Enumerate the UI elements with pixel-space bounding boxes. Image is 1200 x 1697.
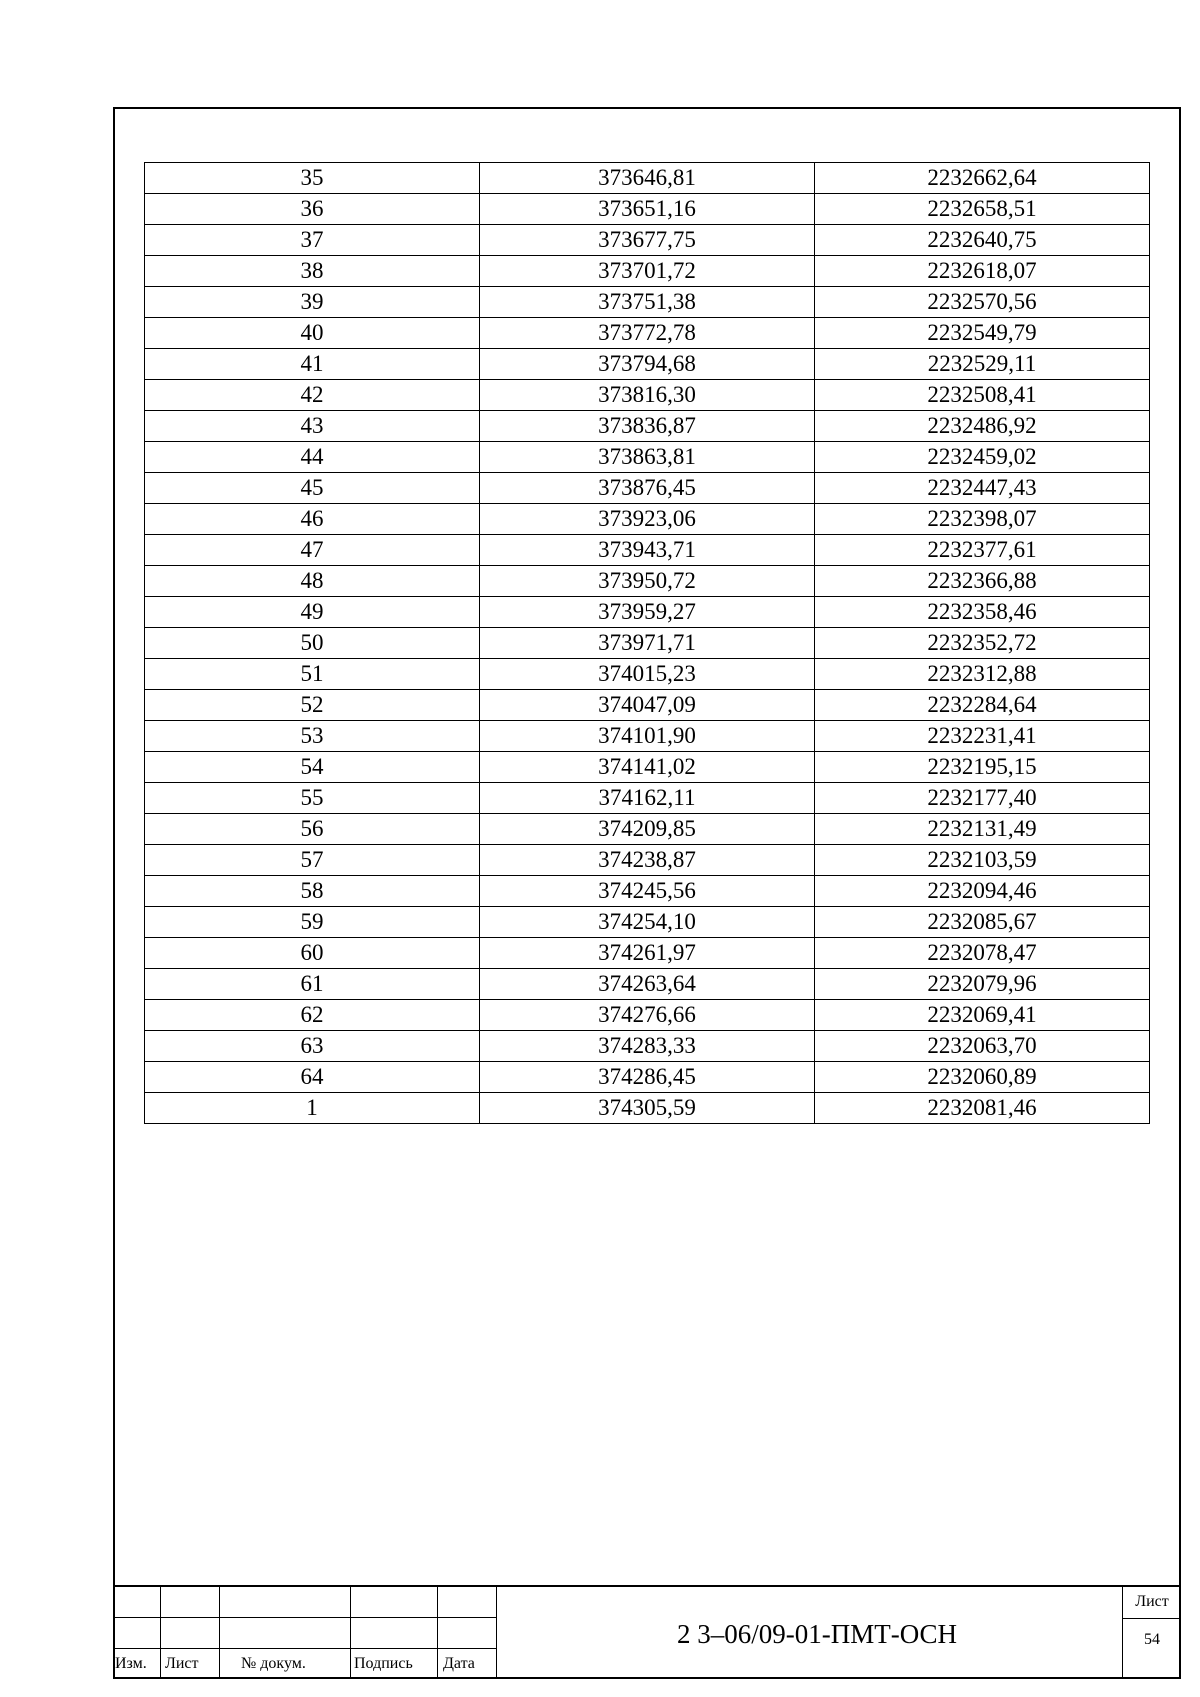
- stamp-label-sign: Подпись: [354, 1655, 413, 1672]
- table-row: [145, 535, 1150, 566]
- x-coordinate-cell: 373971,71: [480, 628, 815, 659]
- point-number-cell: 60: [145, 938, 480, 969]
- table-row: [145, 380, 1150, 411]
- y-coordinate-cell: 2232131,49: [815, 814, 1150, 845]
- point-number-cell: 56: [145, 814, 480, 845]
- y-coordinate-cell: 2232640,75: [815, 225, 1150, 256]
- x-coordinate-cell: 374305,59: [480, 1093, 815, 1124]
- point-number-cell: 35: [145, 163, 480, 194]
- y-coordinate-cell: 2232195,15: [815, 752, 1150, 783]
- y-coordinate-cell: 2232618,07: [815, 256, 1150, 287]
- table-row: [145, 256, 1150, 287]
- x-coordinate-cell: 374162,11: [480, 783, 815, 814]
- y-coordinate-cell: 2232312,88: [815, 659, 1150, 690]
- stamp-row-line: [113, 1617, 497, 1618]
- x-coordinate-cell: 373701,72: [480, 256, 815, 287]
- point-number-cell: 40: [145, 318, 480, 349]
- x-coordinate-cell: 373836,87: [480, 411, 815, 442]
- point-number-cell: 41: [145, 349, 480, 380]
- table-row: [145, 1000, 1150, 1031]
- y-coordinate-cell: 2232486,92: [815, 411, 1150, 442]
- table-row: [145, 690, 1150, 721]
- document-number: 2 3–06/09-01-ПМТ-ОСН: [676, 1619, 958, 1649]
- point-number-cell: 37: [145, 225, 480, 256]
- y-coordinate-cell: 2232658,51: [815, 194, 1150, 225]
- table-row: [145, 163, 1150, 194]
- table-row: [145, 845, 1150, 876]
- table-row: [145, 1031, 1150, 1062]
- x-coordinate-cell: 373751,38: [480, 287, 815, 318]
- point-number-cell: 61: [145, 969, 480, 1000]
- point-number-cell: 42: [145, 380, 480, 411]
- table-row: [145, 473, 1150, 504]
- table-row: [145, 597, 1150, 628]
- y-coordinate-cell: 2232103,59: [815, 845, 1150, 876]
- x-coordinate-cell: 374286,45: [480, 1062, 815, 1093]
- point-number-cell: 43: [145, 411, 480, 442]
- title-block: [113, 1585, 1181, 1679]
- sheet-label: Лист: [1135, 1593, 1169, 1610]
- x-coordinate-cell: 374047,09: [480, 690, 815, 721]
- stamp-row-line: [113, 1648, 497, 1649]
- table-row: [145, 1093, 1150, 1124]
- y-coordinate-cell: 2232549,79: [815, 318, 1150, 349]
- x-coordinate-cell: 373950,72: [480, 566, 815, 597]
- x-coordinate-cell: 374238,87: [480, 845, 815, 876]
- y-coordinate-cell: 2232063,70: [815, 1031, 1150, 1062]
- table-row: [145, 566, 1150, 597]
- stamp-label-list: Лист: [165, 1655, 199, 1672]
- table-row: [145, 225, 1150, 256]
- y-coordinate-cell: 2232231,41: [815, 721, 1150, 752]
- point-number-cell: 48: [145, 566, 480, 597]
- x-coordinate-cell: 374254,10: [480, 907, 815, 938]
- x-coordinate-cell: 374283,33: [480, 1031, 815, 1062]
- x-coordinate-cell: 373923,06: [480, 504, 815, 535]
- table-row: [145, 659, 1150, 690]
- table-row: [145, 442, 1150, 473]
- table-row: [145, 287, 1150, 318]
- y-coordinate-cell: 2232358,46: [815, 597, 1150, 628]
- y-coordinate-cell: 2232094,46: [815, 876, 1150, 907]
- point-number-cell: 52: [145, 690, 480, 721]
- x-coordinate-cell: 373651,16: [480, 194, 815, 225]
- stamp-label-izm: Изм.: [115, 1655, 147, 1672]
- point-number-cell: 49: [145, 597, 480, 628]
- point-number-cell: 36: [145, 194, 480, 225]
- x-coordinate-cell: 374245,56: [480, 876, 815, 907]
- x-coordinate-cell: 373943,71: [480, 535, 815, 566]
- y-coordinate-cell: 2232078,47: [815, 938, 1150, 969]
- y-coordinate-cell: 2232284,64: [815, 690, 1150, 721]
- x-coordinate-cell: 373876,45: [480, 473, 815, 504]
- y-coordinate-cell: 2232177,40: [815, 783, 1150, 814]
- table-row: [145, 628, 1150, 659]
- x-coordinate-cell: 373863,81: [480, 442, 815, 473]
- table-row: [145, 907, 1150, 938]
- table-row: [145, 194, 1150, 225]
- x-coordinate-cell: 373646,81: [480, 163, 815, 194]
- x-coordinate-cell: 373794,68: [480, 349, 815, 380]
- point-number-cell: 47: [145, 535, 480, 566]
- point-number-cell: 51: [145, 659, 480, 690]
- point-number-cell: 62: [145, 1000, 480, 1031]
- table-row: [145, 876, 1150, 907]
- point-number-cell: 38: [145, 256, 480, 287]
- point-number-cell: 45: [145, 473, 480, 504]
- y-coordinate-cell: 2232662,64: [815, 163, 1150, 194]
- point-number-cell: 50: [145, 628, 480, 659]
- stamp-label-doc: № докум.: [241, 1655, 306, 1672]
- y-coordinate-cell: 2232508,41: [815, 380, 1150, 411]
- point-number-cell: 46: [145, 504, 480, 535]
- y-coordinate-cell: 2232060,89: [815, 1062, 1150, 1093]
- x-coordinate-cell: 374209,85: [480, 814, 815, 845]
- y-coordinate-cell: 2232459,02: [815, 442, 1150, 473]
- x-coordinate-cell: 373959,27: [480, 597, 815, 628]
- y-coordinate-cell: 2232529,11: [815, 349, 1150, 380]
- y-coordinate-cell: 2232081,46: [815, 1093, 1150, 1124]
- y-coordinate-cell: 2232069,41: [815, 1000, 1150, 1031]
- y-coordinate-cell: 2232366,88: [815, 566, 1150, 597]
- y-coordinate-cell: 2232570,56: [815, 287, 1150, 318]
- point-number-cell: 53: [145, 721, 480, 752]
- y-coordinate-cell: 2232085,67: [815, 907, 1150, 938]
- table-row: [145, 969, 1150, 1000]
- y-coordinate-cell: 2232079,96: [815, 969, 1150, 1000]
- table-row: [145, 814, 1150, 845]
- table-row: [145, 411, 1150, 442]
- x-coordinate-cell: 374101,90: [480, 721, 815, 752]
- x-coordinate-cell: 373816,30: [480, 380, 815, 411]
- table-row: [145, 752, 1150, 783]
- x-coordinate-cell: 373772,78: [480, 318, 815, 349]
- x-coordinate-cell: 374261,97: [480, 938, 815, 969]
- y-coordinate-cell: 2232352,72: [815, 628, 1150, 659]
- x-coordinate-cell: 374141,02: [480, 752, 815, 783]
- table-row: [145, 1062, 1150, 1093]
- point-number-cell: 57: [145, 845, 480, 876]
- table-row: [145, 783, 1150, 814]
- table-row: [145, 721, 1150, 752]
- y-coordinate-cell: 2232447,43: [815, 473, 1150, 504]
- point-number-cell: 55: [145, 783, 480, 814]
- point-number-cell: 1: [145, 1093, 480, 1124]
- table-row: [145, 938, 1150, 969]
- x-coordinate-cell: 374276,66: [480, 1000, 815, 1031]
- point-number-cell: 63: [145, 1031, 480, 1062]
- point-number-cell: 39: [145, 287, 480, 318]
- coordinates-table: [144, 162, 1150, 1124]
- sheet-number: 54: [1144, 1631, 1160, 1648]
- x-coordinate-cell: 373677,75: [480, 225, 815, 256]
- y-coordinate-cell: 2232398,07: [815, 504, 1150, 535]
- point-number-cell: 58: [145, 876, 480, 907]
- point-number-cell: 59: [145, 907, 480, 938]
- point-number-cell: 54: [145, 752, 480, 783]
- point-number-cell: 64: [145, 1062, 480, 1093]
- table-row: [145, 349, 1150, 380]
- stamp-label-date: Дата: [443, 1655, 475, 1672]
- table-row: [145, 318, 1150, 349]
- x-coordinate-cell: 374263,64: [480, 969, 815, 1000]
- point-number-cell: 44: [145, 442, 480, 473]
- table-row: [145, 504, 1150, 535]
- y-coordinate-cell: 2232377,61: [815, 535, 1150, 566]
- x-coordinate-cell: 374015,23: [480, 659, 815, 690]
